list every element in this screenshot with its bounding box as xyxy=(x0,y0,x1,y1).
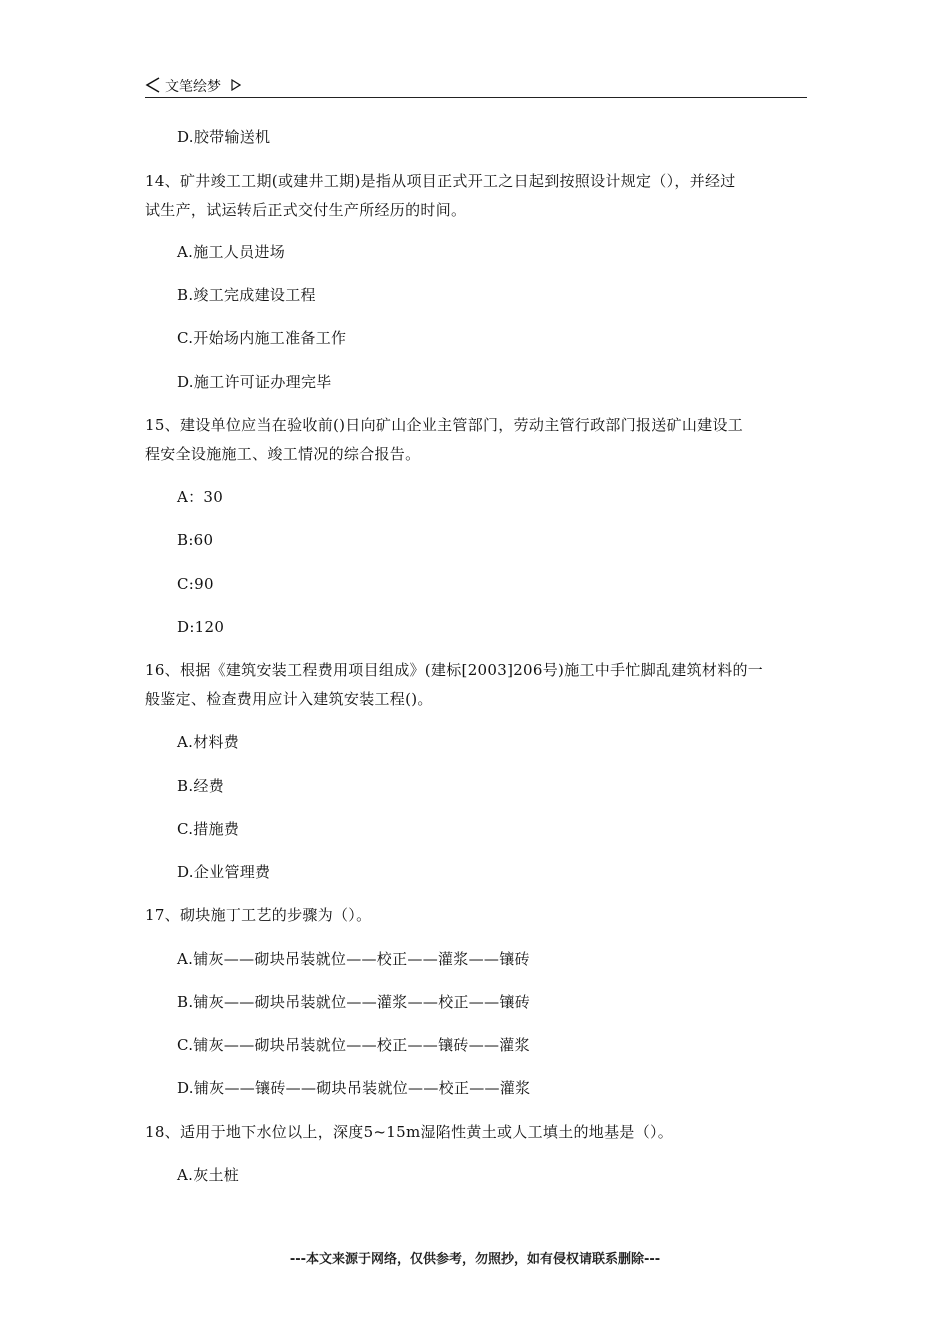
page-header xyxy=(145,74,807,98)
footer-disclaimer: ---本文来源于网络，仅供参考，勿照抄，如有侵权请联系删除--- xyxy=(289,1252,661,1267)
option-text: B.铺灰——砌块吊装就位——灌浆——校正——镶砖 xyxy=(177,993,530,1011)
option-text: D.施工许可证办理完毕 xyxy=(177,373,332,391)
question-15-line2: 程安全设施施工、竣工情况的综合报告。 xyxy=(145,445,421,463)
option-text: B:60 xyxy=(177,531,214,549)
question-14-line2: 试生产，试运转后正式交付生产所经历的时间。 xyxy=(145,201,467,219)
option-text: B.竣工完成建设工程 xyxy=(177,286,316,304)
option-text: D.胶带输送机 xyxy=(177,128,271,146)
option-text: A.施工人员进场 xyxy=(177,243,286,261)
triangle-left-icon xyxy=(145,76,161,98)
question-18: 18、适用于地下水位以上，深度5~15m湿陷性黄土或人工填土的地基是（）。 xyxy=(145,1123,674,1141)
option-text: C:90 xyxy=(177,575,214,593)
option-text: A：30 xyxy=(177,488,224,506)
option-text: C.措施费 xyxy=(177,820,240,838)
brand-text: 文笔绘梦 xyxy=(165,79,221,95)
option-text: A.铺灰——砌块吊装就位——校正——灌浆——镶砖 xyxy=(177,950,530,968)
question-15-line1: 15、建设单位应当在验收前()日向矿山企业主管部门，劳动主管行政部门报送矿山建设工 xyxy=(145,416,744,434)
option-text: A.灰土桩 xyxy=(177,1166,240,1184)
option-text: C.开始场内施工准备工作 xyxy=(177,329,347,347)
option-text: D:120 xyxy=(177,618,225,636)
question-16-line1: 16、根据《建筑安装工程费用项目组成》(建标[2003]206号)施工中手忙脚乱建筑材料的一 xyxy=(145,661,764,679)
question-14-line1: 14、矿井竣工工期(或建井工期)是指从项目正式开工之日起到按照设计规定（），并经过 xyxy=(145,172,736,190)
header-divider xyxy=(145,97,807,98)
option-text: D.企业管理费 xyxy=(177,863,271,881)
option-text: D.铺灰——镶砖——砌块吊装就位——校正——灌浆 xyxy=(177,1079,531,1097)
option-text: C.铺灰——砌块吊装就位——校正——镶砖——灌浆 xyxy=(177,1036,530,1054)
option-text: A.材料费 xyxy=(177,733,240,751)
option-text: B.经费 xyxy=(177,777,224,795)
question-16-line2: 般鉴定、检查费用应计入建筑安装工程()。 xyxy=(145,690,433,708)
triangle-right-icon xyxy=(231,76,241,95)
question-17: 17、砌块施丁工艺的步骤为（）。 xyxy=(145,906,372,924)
